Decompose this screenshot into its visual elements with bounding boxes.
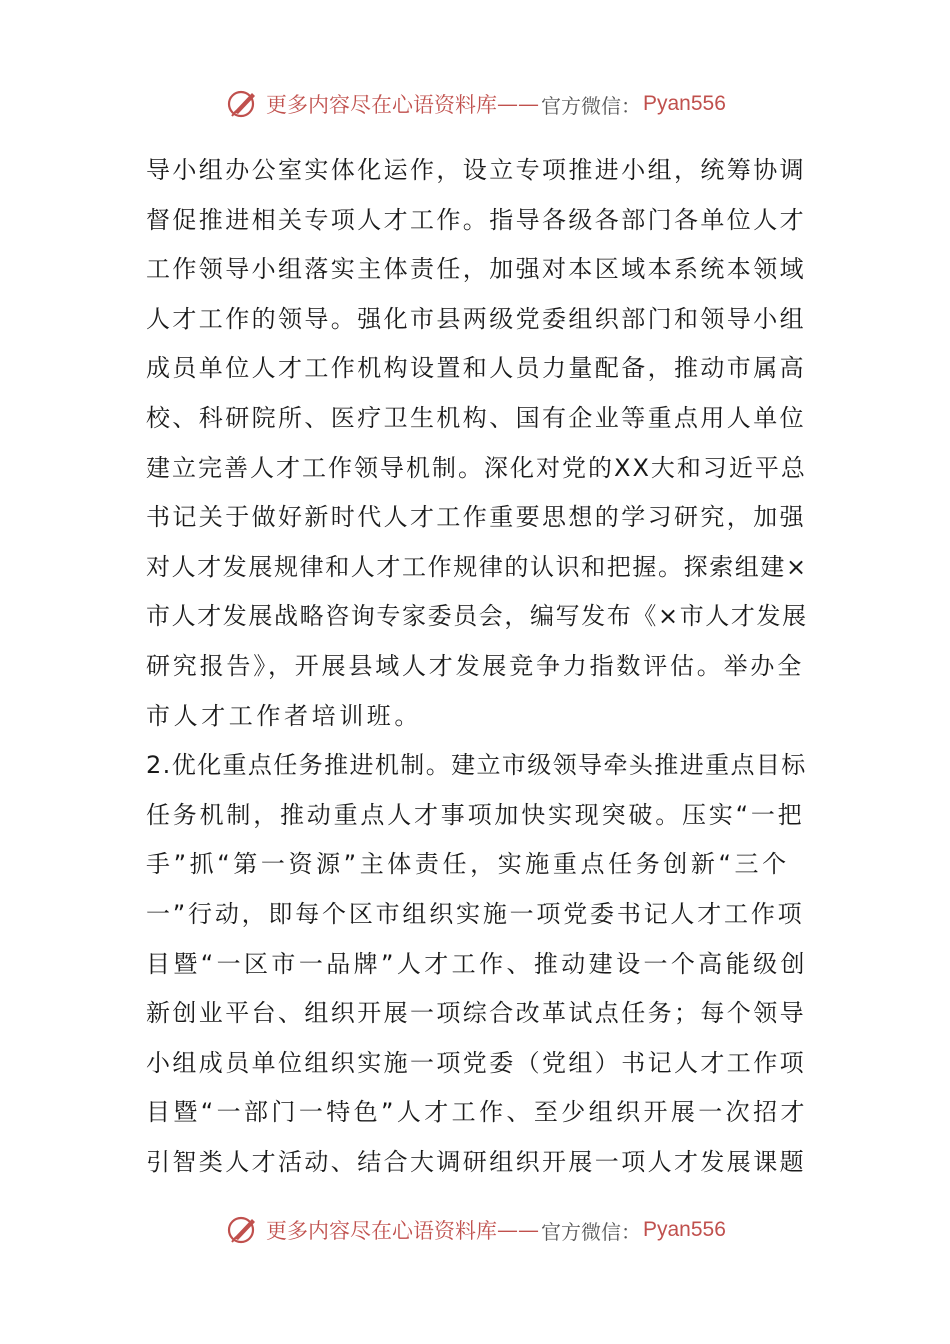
quill-logo-icon [226, 87, 260, 121]
watermark-wechat-label: 官方微信： [541, 93, 641, 118]
body-line: 目暨“一部门一特色”人才工作、至少组织开展一次招才 [146, 1098, 808, 1127]
quill-logo-icon [226, 1213, 260, 1247]
body-line: 2.优化重点任务推进机制。建立市级领导牵头推进重点目标 [146, 751, 807, 780]
watermark-footer [226, 1210, 726, 1250]
body-line: 工作领导小组落实主体责任，加强对本区域本系统本领域 [146, 255, 806, 284]
watermark-dash: —— [497, 92, 539, 116]
body-line: 市人才发展战略咨询专家委员会，编写发布《×市人才发展 [146, 602, 808, 631]
body-line: 目暨“一区市一品牌”人才工作、推动建设一个高能级创 [146, 949, 808, 978]
watermark-site-name: 更多内容尽在心语资料库 [266, 93, 497, 117]
body-line: 对人才发展规律和人才工作规律的认识和把握。探索组建× [146, 552, 808, 581]
watermark-site-name: 更多内容尽在心语资料库 [266, 1219, 497, 1243]
watermark-wechat-id: Pyan556 [643, 1218, 726, 1241]
body-line: 书记关于做好新时代人才工作重要思想的学习研究，加强 [146, 503, 806, 532]
body-line: 手”抓“第一资源”主体责任，实施重点任务创新“三个 [146, 850, 790, 879]
body-line: 新创业平台、组织开展一项综合改革试点任务；每个领导 [146, 999, 806, 1028]
body-line: 市人才工作者培训班。 [146, 701, 422, 730]
body-line: 督促推进相关专项人才工作。指导各级各部门各单位人才 [146, 205, 806, 234]
body-line: 引智类人才活动、结合大调研组织开展一项人才发展课题 [146, 1147, 806, 1176]
watermark-wechat-id: Pyan556 [643, 92, 726, 115]
watermark-dash: —— [497, 1218, 539, 1242]
body-line: 研究报告》，开展县域人才发展竞争力指数评估。举办全 [146, 651, 804, 680]
body-line: 人才工作的领导。强化市县两级党委组织部门和领导小组 [146, 304, 806, 333]
body-line: 建立完善人才工作领导机制。深化对党的XX大和习近平总 [146, 453, 807, 482]
body-line: 成员单位人才工作机构设置和人员力量配备，推动市属高 [146, 354, 806, 383]
body-line: 导小组办公室实体化运作，设立专项推进小组，统筹协调 [146, 156, 806, 184]
body-line: 校、科研院所、医疗卫生机构、国有企业等重点用人单位 [146, 403, 806, 432]
body-line: 任务机制，推动重点人才事项加快实现突破。压实“一把 [146, 800, 805, 829]
body-line: 一”行动，即每个区市组织实施一项党委书记人才工作项 [146, 899, 805, 928]
document-body [146, 146, 808, 1187]
watermark-wechat-label: 官方微信： [541, 1219, 641, 1244]
body-line: 小组成员单位组织实施一项党委（党组）书记人才工作项 [146, 1048, 806, 1077]
watermark-header [226, 84, 726, 124]
